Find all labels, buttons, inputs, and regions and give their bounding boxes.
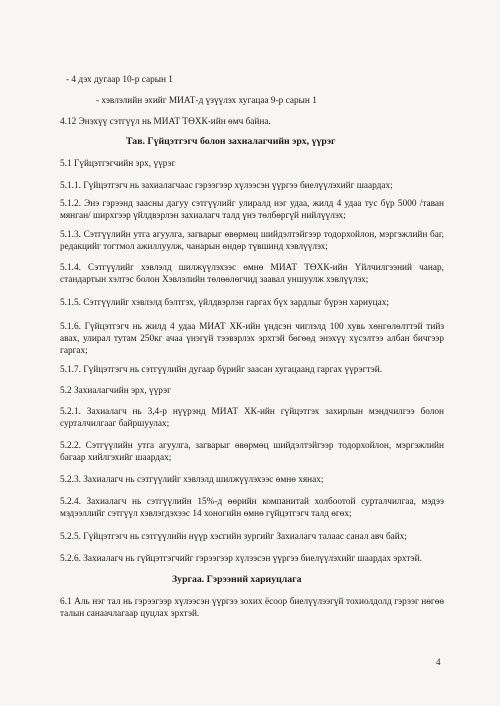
clause-5-1-5: 5.1.5. Сэтгүүлийг хэвлэлд бэлтгэх, үйлдвэрлэн гаргах бүх зардлыг бүрэн хариуцах; xyxy=(60,298,389,308)
clause-5-2-3: 5.2.3. Захиалагч нь сэтгүүлийг хэвлэлд шилжүүлэхээс өмнө хянах; xyxy=(60,475,324,485)
clause-6-1: 6.1 Аль нэг тал нь гэрээгээр хүлээсэн үүргээ зохих ёсоор биелүүлээгүй тохиолдолд гэрээг нөгөө талын санаачлагаар цуцлах эрхтэй. xyxy=(60,597,444,619)
section-heading-6: Зургаа. Гэрээний хариуцлага xyxy=(172,574,302,585)
clause-5-2-2: 5.2.2. Сэтгүүлийн утга агуулга, загварыг өвөрмөц шийдэлтэйгээр тодорхойлон, мэргэжлийн багаар хийлгэхийг шаардах; xyxy=(60,441,444,463)
schedule-line-proof-deadline: - хэвлэлийн эхийг МИАТ-д үзүүлэх хугацаа 9-р сарын 1 xyxy=(96,96,317,106)
clause-5-1-6: 5.1.6. Гүйцэтгэгч нь жилд 4 удаа МИАТ ХК-ийн үндсэн чиглэлд 100 хувь хөнгөлөлттэй тийз авах, улирал тутам 250кг ачаа үнэгүй тээвэрлэх эрхтэй бөгөөд энэхүү хүсэлтээ албан бичгээр гаргах; xyxy=(60,322,444,356)
clause-5-2-4: 5.2.4. Захиалагч нь сэтгүүлийн 15%-д өөрийн компанитай холбоотой сурталчилгаа, мэдээ мэдээллийг сэтгүүл хэвлэгдэхээс 14 хоногийн өмнө гүйцэтгэгч талд өгөх; xyxy=(60,497,444,519)
schedule-line-issue-4: - 4 дэх дугаар 10-р сарын 1 xyxy=(66,75,173,85)
clause-4-12: 4.12 Энэхүү сэтгүүл нь МИАТ ТӨХК-ийн өмч байна. xyxy=(60,117,271,127)
clause-5-1-3: 5.1.3. Сэтгүүлийн утга агуулга, загварыг өвөрмөц шийдэлтэйгээр тодорхойлон, мэргэжлийн баг, редакцийг тогтмол ажиллуулж, чанарын өндөр түвшинд хэвлүүлэх; xyxy=(60,230,444,252)
clause-5-2-5: 5.2.5. Гүйцэтгэгч нь сэтгүүлийн нүүр хэсгийн зургийг Захиалагч талаас санал авч байх; xyxy=(60,532,408,542)
clause-5-1-4: 5.1.4. Сэтгүүлийг хэвлэлд шилжүүлэхээс өмнө МИАТ ТӨХК-ийн Үйлчилгээний чанар, стандартын хэлтэс болон Хэвлэлийн төлөөлөгчид заавал уншуулж хэвлүүлэх; xyxy=(60,263,444,285)
page-number: 4 xyxy=(436,657,441,667)
subsection-5-2: 5.2 Захиалагчийн эрх, үүрэг xyxy=(60,386,171,396)
clause-5-2-1: 5.2.1. Захиалагч нь 3,4-р нүүрэнд МИАТ ХК-ийн гүйцэтгэх захирлын мэндчилгээ болон сурталчилгааг байршуулах; xyxy=(60,407,444,429)
clause-5-1-2: 5.1.2. Энэ гэрээнд заасны дагуу сэтгүүлийг улиралд нэг удаа, жилд 4 удаа тус бүр 5000 /таван мянган/ ширхгээр үйлдвэрлэн захиалагч талд үнэ төлбөргүй нийлүүлэх; xyxy=(60,199,444,221)
clause-5-1-7: 5.1.7. Гүйцэтгэгч нь сэтгүүлийн дугаар бүрийг заасан хугацаанд гаргах үүрэгтэй. xyxy=(60,365,383,375)
subsection-5-1: 5.1 Гүйцэтгэгчийн эрх, үүрэг xyxy=(60,159,176,169)
clause-5-1-1: 5.1.1. Гүйцэтгэгч нь захиалагчаас гэрээгээр хүлээсэн үүргээ биелүүлэхийг шаардах; xyxy=(60,181,393,191)
section-heading-5: Тав. Гүйцэтгэгч болон захиалагчийн эрх, үүрэг xyxy=(126,136,336,147)
clause-5-2-6: 5.2.6. Захиалагч нь гүйцэтгэгчийг гэрээгээр хүлээсэн үүргээ биелүүлэхийг шаардах эрхтэй. xyxy=(60,554,422,564)
